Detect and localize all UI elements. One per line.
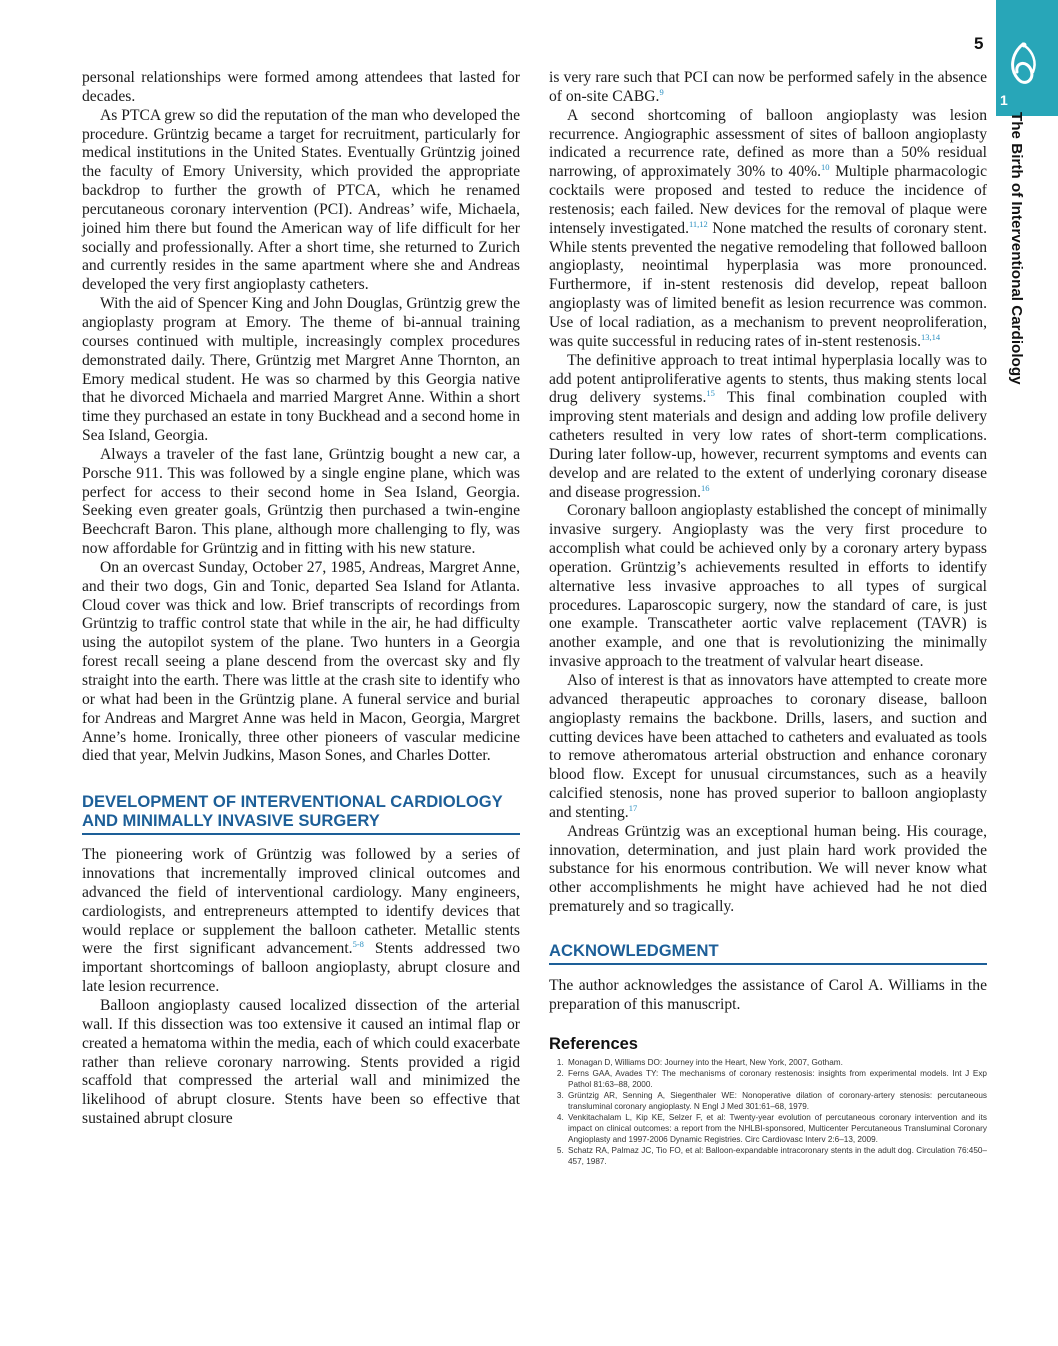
citation-link[interactable]: 5-8	[352, 939, 364, 950]
reference-item: 5. Schatz RA, Palmaz JC, Tio FO, et al: Balloon-expandable intracoronary stents in the adult dog. Circulation 76:450–457, 1987.	[566, 1145, 987, 1167]
text: Also of interest is that as innovators have attempted to create more advanced therapeutic approaches to coronary disease, balloon angioplasty remains the backbone. Drills, lasers, and suction and cutting devices have been attached to catheters and evaluated as tools to remove atheromatous arterial obstruction and enhance coronary blood flow. Except for unusual circumstances, such as a heavily calcified stenosis, none has proved superior to balloon angioplasty and stenting.	[549, 672, 987, 821]
paragraph: Coronary balloon angioplasty established the concept of minimally invasive surgery. Angioplasty was the very first procedure to accomplish what could be achieved only by a coronary artery bypass operation. Grüntzig’s achievements resulted in efforts to identify alternative less invasive approaches to all types of surgical procedures. Laparoscopic surgery, now the standard of care, is just one example. Transcatheter aortic valve replacement (TAVR) is another example, and one that is revolutionizing the minimally invasive approach to the treatment of valvular heart disease.	[549, 502, 987, 671]
chapter-number: 1	[1000, 92, 1008, 108]
paragraph: As PTCA grew so did the reputation of the man who developed the procedure. Grüntzig became a target for recruitment, particularly for medical institutions in the United States. Eventually Grüntzig joined the faculty of Emory University, which provided the appropriate backdrop to further the growth of PTCA, which he renamed percutaneous coronary intervention (PCI). Andreas’ wife, Michaela, joined him there but found the American way of life difficult for her socially and professionally. After a short time, she returned to Zurich and currently resides in the same apartment where she and Andreas developed the very first angioplasty catheters.	[82, 106, 520, 294]
paragraph	[549, 672, 987, 823]
reference-item: 3. Grüntzig AR, Senning A, Siegenthaler WE: Nonoperative dilation of coronary-artery stenosis: percutaneous transluminal coronary angioplasty. N Engl J Med 301:61–68, 1979.	[566, 1090, 987, 1112]
text: Stents addressed two important shortcomings of balloon angioplasty, abrupt closure and late lesion recurrence.	[82, 940, 520, 996]
section-heading-development: DEVELOPMENT OF INTERVENTIONAL CARDIOLOGY AND MINIMALLY INVASIVE SURGERY	[82, 792, 520, 835]
paragraph	[549, 69, 987, 107]
reference-item: 2. Ferns GAA, Avades TY: The mechanisms of coronary restenosis: insights from experimental models. Int J Exp Pathol 81:63–88, 2000.	[566, 1068, 987, 1090]
paragraph: Always a traveler of the fast lane, Grüntzig bought a new car, a Porsche 911. This was followed by a single engine plane, which was perfect for access to their second home in Sea Island, Georgia. Seeking even greater goals, Grüntzig then purchased a twin-engine Beechcraft Baron. This plane, although more challenging to fly, was now affordable for Grüntzig and in fitting with his new stature.	[82, 445, 520, 558]
references-list	[549, 1057, 987, 1167]
citation-link[interactable]: 13,14	[921, 331, 941, 342]
citation-link[interactable]: 15	[706, 388, 715, 399]
paragraph: Balloon angioplasty caused localized dissection of the arterial wall. If this dissection was too extensive it caused an intimal flap or created a hematoma within the media, each of which could exacerbate rather than relieve coronary narrowing. Stents provided a rigid scaffold that compressed the arterial wall and minimized the likelihood of abrupt closure. Stents have been so effective that sustained abrupt closure	[82, 996, 520, 1128]
chapter-title: The Birth of Interventional Cardiology	[1008, 112, 1025, 385]
citation-link[interactable]: 17	[628, 802, 638, 813]
paragraph: Andreas Grüntzig was an exceptional human being. His courage, innovation, determination, and just plain hard work provided the substance for his enormous contribution. We will never know what other accomplishments he might have achieved had he not died prematurely and so tragically.	[549, 822, 987, 916]
paragraph: personal relationships were formed among attendees that lasted for decades.	[82, 69, 520, 105]
text: This final combination coupled with improving stent materials and design and adding low profile delivery catheters resulted in very low rates of short-term complications. During later follow-up, however, recurrent symptoms and events can develop and are related to the extent of underlying coronary disease and disease progression.	[549, 389, 987, 501]
reference-item: 1. Monagan D, Williams DO: Journey into the Heart, New York, 2007, Gotham.	[566, 1057, 987, 1068]
right-column	[549, 69, 987, 1167]
citation-link[interactable]: 16	[701, 482, 710, 493]
citation-link[interactable]: 11,12	[689, 218, 708, 229]
left-column	[82, 69, 520, 1129]
acknowledgment-text: The author acknowledges the assistance of Carol A. Williams in the preparation of this manuscript.	[549, 976, 987, 1013]
citation-link[interactable]: 9	[659, 86, 664, 97]
ribbon-logo-icon	[1003, 40, 1043, 88]
text: A second shortcoming of balloon angioplasty was lesion recurrence. Angiographic assessment of sites of balloon angioplasty indicated a recurrence rate, defined as more than a 50% residual narrowing, of approximately 30% to 40%.	[549, 106, 987, 181]
paragraph	[549, 107, 987, 352]
page-number: 5	[974, 34, 984, 53]
citation-link[interactable]: 10	[821, 162, 830, 173]
text: The definitive approach to treat intimal hyperplasia locally was to add potent antiproliferative agents to stents, thus making stents local drug delivery systems.	[549, 351, 987, 407]
paragraph	[549, 352, 987, 503]
text: is very rare such that PCI can now be performed safely in the absence of on-site CABG.	[549, 69, 987, 105]
references-title: References	[549, 1034, 638, 1053]
reference-item: 4. Venkitachalam L, Kip KE, Selzer F, et al: Twenty-year evolution of percutaneous coronary intervention and its impact on clinical outcomes: a report from the NHLBI-sponsored, Multicenter Percutaneous Transluminal Coronary Angioplasty and 1997-2006 Dynamic Registries. Circ Cardiovasc Interv 2:6–13, 2009.	[566, 1112, 987, 1145]
paragraph: With the aid of Spencer King and John Douglas, Grüntzig grew the angioplasty program at Emory. The theme of bi-annual training courses continued with multiple, increasingly complex procedures demonstrated daily. There, Grüntzig met Margret Anne Thornton, an Emory medical student. He was so charmed by this Georgia native that he divorced Michaela and married Margret Anne. Within a short time they purchased an estate in tony Buckhead and a second home in Sea Island, Georgia.	[82, 295, 520, 445]
text: Multiple pharmacologic cocktails were proposed and tested to reduce the incidence of restenosis; each failed. New devices for the removal of plaque were intensely investigated.	[549, 163, 987, 237]
text: None matched the results of coronary stent. While stents prevented the negative remodeling that followed balloon angioplasty, neointimal hyperplasia was more pronounced. Furthermore, if in-stent restenosis did develop, repeat balloon angioplasty was of limited benefit as lesion recurrence was common. Use of local radiation, as a mechanism to prevent neoproliferation, was quite successful in reducing rates of in-stent restenosis.	[549, 219, 988, 350]
paragraph	[82, 846, 520, 997]
text: The pioneering work of Grüntzig was followed by a series of innovations that incrementally improved clinical outcomes and advanced the field of interventional cardiology. Many engineers, cardiologists, and entrepreneurs attempted to identify devices that would replace or supplement the balloon catheter. Metallic stents were the first significant advancement.	[82, 846, 520, 958]
paragraph: On an overcast Sunday, October 27, 1985, Andreas, Margret Anne, and their two dogs, Gin and Tonic, departed Sea Island for Atlanta. Cloud cover was thick and low. Brief transcripts of recordings from Grüntzig to traffic control state that while in the air, he had difficulty using the autopilot system of the plane. Two hunters in a Georgia forest recall seeing a plane descend from the overcast sky and fly straight into the earth. There was little at the crash site to identify who or what had been in the Grüntzig plane. A funeral service and burial for Andreas and Margret Anne was held in Macon, Georgia, Margret Anne’s home. Ironically, three other pioneers of vascular medicine died that year, Melvin Judkins, Mason Sones, and Charles Dotter.	[82, 558, 520, 765]
section-heading-acknowledgment: ACKNOWLEDGMENT	[549, 941, 987, 965]
